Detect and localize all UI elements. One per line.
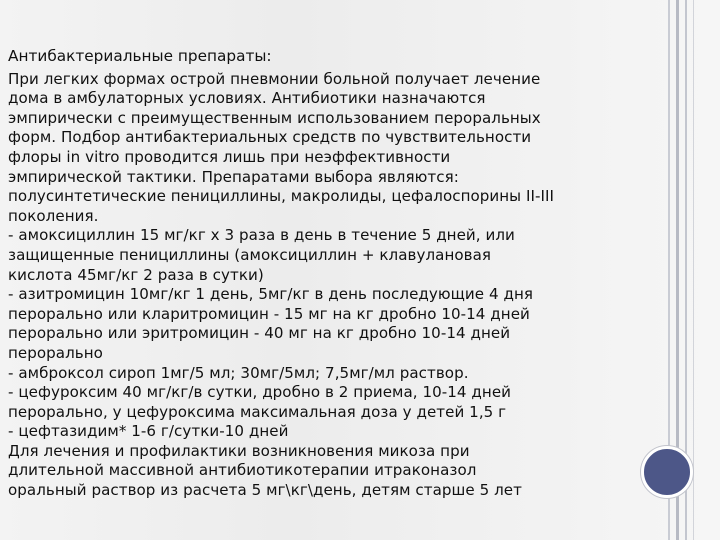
- body-line: - амоксициллин 15 мг/кг х 3 раза в день в течение 5 дней, или: [8, 226, 515, 245]
- body-line: защищенные пенициллины (амоксициллин + клавулановая: [8, 245, 492, 264]
- body-line: кислота 45мг/кг 2 раза в сутки): [8, 265, 264, 284]
- body-line: перорально или эритромицин - 40 мг на кг дробно 10-14 дней: [8, 324, 511, 343]
- body-line: - азитромицин 10мг/кг 1 день, 5мг/кг в день последующие 4 дня: [8, 285, 533, 304]
- body-line: длительной массивной антибиотикотерапии итраконазол: [8, 461, 477, 480]
- body-line: - цефуроксим 40 мг/кг/в сутки, дробно в 2 приема, 10-14 дней: [8, 383, 512, 402]
- body-line: эмпирической тактики. Препаратами выбора являются:: [8, 167, 459, 186]
- body-line: - амброксол сироп 1мг/5 мл; 30мг/5мл; 7,5мг/мл раствор.: [8, 363, 469, 382]
- body-line: эмпирически с преимущественным использованием пероральных: [8, 108, 541, 127]
- body-line: перорально, у цефуроксима максимальная доза у детей 1,5 г: [8, 402, 507, 421]
- body-line: При легких формах острой пневмонии больной получает лечение: [8, 69, 541, 88]
- body-line: флоры in vitro проводится лишь при неэффективности: [8, 147, 451, 166]
- decorative-rail: [693, 0, 694, 540]
- body-line: полусинтетические пенициллины, макролиды, цефалоспорины II-III: [8, 187, 555, 206]
- body-line: форм. Подбор антибактериальных средств по чувствительности: [8, 128, 532, 147]
- body-line: Для лечения и профилактики возникновения микоза при: [8, 441, 470, 460]
- body-line: поколения.: [8, 206, 99, 225]
- body-line: перорально: [8, 343, 103, 362]
- body-line: перорально или кларитромицин - 15 мг на кг дробно 10-14 дней: [8, 304, 530, 323]
- body-line: оральный раствор из расчета 5 мг\кг\день, детям старше 5 лет: [8, 481, 522, 500]
- body-line: - цефтазидим* 1-6 г/сутки-10 дней: [8, 422, 289, 441]
- slide-heading: Антибактериальные препараты:: [8, 47, 272, 65]
- slide-body: [8, 47, 664, 501]
- body-line: дома в амбулаторных условиях. Антибиотики назначаются: [8, 89, 486, 108]
